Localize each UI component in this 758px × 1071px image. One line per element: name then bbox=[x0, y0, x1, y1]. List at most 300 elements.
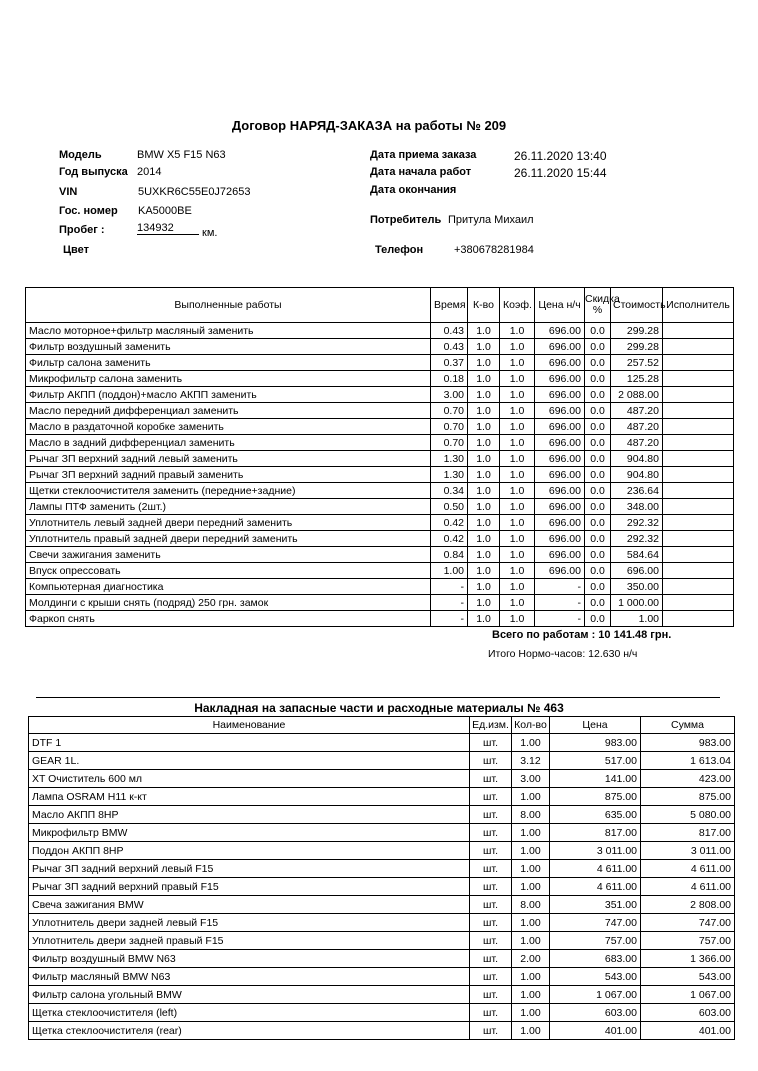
part-sum: 423.00 bbox=[641, 770, 735, 788]
document-title: Договор НАРЯД-ЗАКАЗА на работы № 209 bbox=[231, 118, 507, 133]
work-qty: 1.0 bbox=[468, 451, 500, 467]
work-price: 696.00 bbox=[535, 419, 585, 435]
work-cost: 236.64 bbox=[611, 483, 663, 499]
table-row bbox=[26, 515, 734, 531]
part-price: 603.00 bbox=[550, 1004, 641, 1022]
work-qty: 1.0 bbox=[468, 371, 500, 387]
work-name: Рычаг ЗП верхний задний левый заменить bbox=[26, 451, 431, 467]
work-price: - bbox=[535, 579, 585, 595]
work-cost: 350.00 bbox=[611, 579, 663, 595]
work-coef: 1.0 bbox=[500, 467, 535, 483]
work-time: 0.37 bbox=[431, 355, 468, 371]
work-time: 0.84 bbox=[431, 547, 468, 563]
part-price: 4 611.00 bbox=[550, 860, 641, 878]
work-name: Рычаг ЗП верхний задний правый заменить bbox=[26, 467, 431, 483]
work-coef: 1.0 bbox=[500, 403, 535, 419]
table-row bbox=[26, 595, 734, 611]
part-price: 401.00 bbox=[550, 1022, 641, 1040]
part-qty: 3.00 bbox=[512, 770, 550, 788]
work-qty: 1.0 bbox=[468, 467, 500, 483]
work-discount: 0.0 bbox=[585, 483, 611, 499]
table-row bbox=[29, 788, 735, 806]
table-row bbox=[26, 451, 734, 467]
table-row bbox=[29, 770, 735, 788]
table-row bbox=[29, 824, 735, 842]
part-qty: 1.00 bbox=[512, 986, 550, 1004]
work-time: 1.00 bbox=[431, 563, 468, 579]
works-header-coef: Коэф. bbox=[500, 288, 535, 323]
works-header-discount: Скидка % bbox=[585, 288, 611, 323]
total-works: Всего по работам : 10 141.48 грн. bbox=[492, 629, 672, 641]
work-cost: 257.52 bbox=[611, 355, 663, 371]
table-row bbox=[29, 1004, 735, 1022]
work-cost: 584.64 bbox=[611, 547, 663, 563]
work-price: 696.00 bbox=[535, 499, 585, 515]
work-coef: 1.0 bbox=[500, 515, 535, 531]
plate-value: KA5000BE bbox=[138, 205, 192, 217]
work-qty: 1.0 bbox=[468, 595, 500, 611]
work-executor bbox=[663, 419, 734, 435]
table-row bbox=[29, 752, 735, 770]
table-row bbox=[29, 860, 735, 878]
part-qty: 1.00 bbox=[512, 734, 550, 752]
work-cost: 487.20 bbox=[611, 435, 663, 451]
consumer-value: Притула Михаил bbox=[448, 214, 534, 226]
part-sum: 603.00 bbox=[641, 1004, 735, 1022]
part-qty: 1.00 bbox=[512, 1004, 550, 1022]
color-label: Цвет bbox=[63, 244, 90, 256]
work-executor bbox=[663, 387, 734, 403]
work-discount: 0.0 bbox=[585, 403, 611, 419]
order-date-value: 26.11.2020 13:40 bbox=[514, 149, 607, 163]
model-value: BMW X5 F15 N63 bbox=[137, 149, 226, 161]
work-cost: 292.32 bbox=[611, 531, 663, 547]
work-executor bbox=[663, 595, 734, 611]
work-name: Масло передний дифференциал заменить bbox=[26, 403, 431, 419]
table-row bbox=[26, 547, 734, 563]
part-sum: 5 080.00 bbox=[641, 806, 735, 824]
work-discount: 0.0 bbox=[585, 499, 611, 515]
table-row bbox=[29, 1022, 735, 1040]
table-row bbox=[26, 611, 734, 627]
part-sum: 875.00 bbox=[641, 788, 735, 806]
work-coef: 1.0 bbox=[500, 611, 535, 627]
part-unit: шт. bbox=[470, 1022, 512, 1040]
work-name: Щетки стеклоочистителя заменить (передние+задние) bbox=[26, 483, 431, 499]
year-label: Год выпуска bbox=[59, 166, 128, 178]
part-qty: 8.00 bbox=[512, 896, 550, 914]
work-time: - bbox=[431, 611, 468, 627]
part-price: 635.00 bbox=[550, 806, 641, 824]
work-time: 0.70 bbox=[431, 403, 468, 419]
work-name: Масло в раздаточной коробке заменить bbox=[26, 419, 431, 435]
work-discount: 0.0 bbox=[585, 419, 611, 435]
work-qty: 1.0 bbox=[468, 339, 500, 355]
section-divider bbox=[36, 697, 720, 698]
part-name: Фильтр масляный BMW N63 bbox=[29, 968, 470, 986]
table-row bbox=[26, 371, 734, 387]
table-row bbox=[26, 531, 734, 547]
work-coef: 1.0 bbox=[500, 435, 535, 451]
work-qty: 1.0 bbox=[468, 323, 500, 339]
work-coef: 1.0 bbox=[500, 419, 535, 435]
year-value: 2014 bbox=[137, 166, 162, 178]
part-name: Лампа OSRAM H11 к-кт bbox=[29, 788, 470, 806]
work-executor bbox=[663, 371, 734, 387]
work-qty: 1.0 bbox=[468, 387, 500, 403]
table-row bbox=[29, 914, 735, 932]
work-executor bbox=[663, 547, 734, 563]
work-price: 696.00 bbox=[535, 483, 585, 499]
work-cost: 904.80 bbox=[611, 467, 663, 483]
work-time: 0.43 bbox=[431, 323, 468, 339]
part-qty: 1.00 bbox=[512, 1022, 550, 1040]
part-unit: шт. bbox=[470, 968, 512, 986]
work-executor bbox=[663, 531, 734, 547]
parts-table bbox=[28, 716, 735, 1040]
work-qty: 1.0 bbox=[468, 563, 500, 579]
part-qty: 1.00 bbox=[512, 968, 550, 986]
table-row bbox=[26, 355, 734, 371]
table-row bbox=[26, 339, 734, 355]
table-row bbox=[29, 842, 735, 860]
model-label: Модель bbox=[59, 149, 102, 161]
work-price: 696.00 bbox=[535, 451, 585, 467]
table-row bbox=[26, 563, 734, 579]
part-unit: шт. bbox=[470, 752, 512, 770]
table-row bbox=[29, 932, 735, 950]
work-cost: 299.28 bbox=[611, 339, 663, 355]
work-discount: 0.0 bbox=[585, 339, 611, 355]
work-coef: 1.0 bbox=[500, 355, 535, 371]
work-name: Фильтр воздушный заменить bbox=[26, 339, 431, 355]
part-sum: 2 808.00 bbox=[641, 896, 735, 914]
table-row bbox=[29, 968, 735, 986]
work-executor bbox=[663, 451, 734, 467]
part-unit: шт. bbox=[470, 824, 512, 842]
part-price: 3 011.00 bbox=[550, 842, 641, 860]
work-discount: 0.0 bbox=[585, 451, 611, 467]
part-name: XT Очиститель 600 мл bbox=[29, 770, 470, 788]
work-discount: 0.0 bbox=[585, 563, 611, 579]
parts-header-unit: Ед.изм. bbox=[470, 717, 512, 734]
work-discount: 0.0 bbox=[585, 611, 611, 627]
part-price: 683.00 bbox=[550, 950, 641, 968]
works-header-qty: К-во bbox=[468, 288, 500, 323]
work-price: 696.00 bbox=[535, 323, 585, 339]
part-sum: 1 613.04 bbox=[641, 752, 735, 770]
parts-header-name: Наименование bbox=[29, 717, 470, 734]
phone-value: +380678281984 bbox=[454, 244, 534, 256]
work-executor bbox=[663, 403, 734, 419]
work-name: Лампы ПТФ заменить (2шт.) bbox=[26, 499, 431, 515]
work-discount: 0.0 bbox=[585, 355, 611, 371]
mileage-value: 134932 bbox=[137, 222, 199, 235]
table-row bbox=[26, 403, 734, 419]
work-qty: 1.0 bbox=[468, 403, 500, 419]
part-name: GEAR 1L. bbox=[29, 752, 470, 770]
work-qty: 1.0 bbox=[468, 547, 500, 563]
work-time: 0.18 bbox=[431, 371, 468, 387]
part-name: Свеча зажигания BMW bbox=[29, 896, 470, 914]
work-executor bbox=[663, 579, 734, 595]
work-coef: 1.0 bbox=[500, 547, 535, 563]
part-unit: шт. bbox=[470, 950, 512, 968]
work-time: 0.43 bbox=[431, 339, 468, 355]
mileage-label: Пробег : bbox=[59, 224, 105, 236]
part-price: 351.00 bbox=[550, 896, 641, 914]
part-sum: 983.00 bbox=[641, 734, 735, 752]
part-name: Уплотнитель двери задней правый F15 bbox=[29, 932, 470, 950]
table-row bbox=[26, 435, 734, 451]
part-unit: шт. bbox=[470, 842, 512, 860]
work-qty: 1.0 bbox=[468, 355, 500, 371]
work-coef: 1.0 bbox=[500, 579, 535, 595]
work-executor bbox=[663, 499, 734, 515]
work-discount: 0.0 bbox=[585, 595, 611, 611]
part-price: 875.00 bbox=[550, 788, 641, 806]
work-time: 1.30 bbox=[431, 467, 468, 483]
work-name: Свечи зажигания заменить bbox=[26, 547, 431, 563]
part-qty: 8.00 bbox=[512, 806, 550, 824]
work-qty: 1.0 bbox=[468, 499, 500, 515]
work-discount: 0.0 bbox=[585, 531, 611, 547]
part-unit: шт. bbox=[470, 770, 512, 788]
work-price: - bbox=[535, 595, 585, 611]
part-name: Поддон АКПП 8HP bbox=[29, 842, 470, 860]
part-unit: шт. bbox=[470, 878, 512, 896]
work-cost: 487.20 bbox=[611, 419, 663, 435]
work-price: 696.00 bbox=[535, 339, 585, 355]
work-cost: 696.00 bbox=[611, 563, 663, 579]
work-discount: 0.0 bbox=[585, 387, 611, 403]
work-price: - bbox=[535, 611, 585, 627]
work-executor bbox=[663, 563, 734, 579]
work-time: 0.42 bbox=[431, 531, 468, 547]
work-time: - bbox=[431, 579, 468, 595]
start-date-label: Дата начала работ bbox=[370, 166, 472, 178]
work-name: Компьютерная диагностика bbox=[26, 579, 431, 595]
work-executor bbox=[663, 611, 734, 627]
table-row bbox=[29, 986, 735, 1004]
work-qty: 1.0 bbox=[468, 483, 500, 499]
parts-header-price: Цена bbox=[550, 717, 641, 734]
work-cost: 2 088.00 bbox=[611, 387, 663, 403]
work-time: 0.50 bbox=[431, 499, 468, 515]
work-price: 696.00 bbox=[535, 515, 585, 531]
part-sum: 747.00 bbox=[641, 914, 735, 932]
part-name: Щетка стеклоочистителя (left) bbox=[29, 1004, 470, 1022]
work-coef: 1.0 bbox=[500, 339, 535, 355]
part-unit: шт. bbox=[470, 932, 512, 950]
work-name: Фаркоп снять bbox=[26, 611, 431, 627]
work-qty: 1.0 bbox=[468, 611, 500, 627]
work-qty: 1.0 bbox=[468, 579, 500, 595]
part-price: 543.00 bbox=[550, 968, 641, 986]
work-qty: 1.0 bbox=[468, 419, 500, 435]
part-sum: 4 611.00 bbox=[641, 878, 735, 896]
part-sum: 757.00 bbox=[641, 932, 735, 950]
work-price: 696.00 bbox=[535, 467, 585, 483]
table-row bbox=[26, 483, 734, 499]
work-discount: 0.0 bbox=[585, 547, 611, 563]
part-name: Масло АКПП 8HP bbox=[29, 806, 470, 824]
parts-header-row bbox=[29, 717, 735, 734]
table-row bbox=[26, 579, 734, 595]
work-name: Масло в задний дифференциал заменить bbox=[26, 435, 431, 451]
part-name: Уплотнитель двери задней левый F15 bbox=[29, 914, 470, 932]
part-name: Фильтр салона угольный BMW bbox=[29, 986, 470, 1004]
work-executor bbox=[663, 435, 734, 451]
work-cost: 904.80 bbox=[611, 451, 663, 467]
part-qty: 3.12 bbox=[512, 752, 550, 770]
parts-title: Накладная на запасные части и расходные материалы № 463 bbox=[194, 701, 564, 715]
part-unit: шт. bbox=[470, 734, 512, 752]
part-unit: шт. bbox=[470, 1004, 512, 1022]
works-header-executor: Исполнитель bbox=[663, 288, 734, 323]
work-time: 0.70 bbox=[431, 419, 468, 435]
work-discount: 0.0 bbox=[585, 515, 611, 531]
part-name: Микрофильтр BMW bbox=[29, 824, 470, 842]
part-unit: шт. bbox=[470, 986, 512, 1004]
order-date-label: Дата приема заказа bbox=[370, 149, 477, 161]
work-price: 696.00 bbox=[535, 547, 585, 563]
work-time: 1.30 bbox=[431, 451, 468, 467]
work-name: Впуск опрессовать bbox=[26, 563, 431, 579]
work-name: Уплотнитель левый задней двери передний заменить bbox=[26, 515, 431, 531]
works-header-row bbox=[26, 288, 734, 323]
part-unit: шт. bbox=[470, 788, 512, 806]
work-executor bbox=[663, 339, 734, 355]
part-qty: 1.00 bbox=[512, 878, 550, 896]
work-executor bbox=[663, 355, 734, 371]
work-cost: 1.00 bbox=[611, 611, 663, 627]
work-price: 696.00 bbox=[535, 435, 585, 451]
work-coef: 1.0 bbox=[500, 499, 535, 515]
part-name: Рычаг ЗП задний верхний левый F15 bbox=[29, 860, 470, 878]
part-sum: 401.00 bbox=[641, 1022, 735, 1040]
table-row bbox=[26, 467, 734, 483]
work-name: Молдинги с крыши снять (подряд) 250 грн. замок bbox=[26, 595, 431, 611]
work-executor bbox=[663, 467, 734, 483]
work-coef: 1.0 bbox=[500, 531, 535, 547]
work-coef: 1.0 bbox=[500, 563, 535, 579]
works-header-cost: Стоимость bbox=[611, 288, 663, 323]
part-price: 757.00 bbox=[550, 932, 641, 950]
part-price: 1 067.00 bbox=[550, 986, 641, 1004]
vin-value: 5UXKR6C55E0J72653 bbox=[138, 186, 251, 198]
table-row bbox=[29, 878, 735, 896]
work-qty: 1.0 bbox=[468, 531, 500, 547]
part-name: Щетка стеклоочистителя (rear) bbox=[29, 1022, 470, 1040]
work-time: 3.00 bbox=[431, 387, 468, 403]
work-price: 696.00 bbox=[535, 403, 585, 419]
part-price: 817.00 bbox=[550, 824, 641, 842]
work-name: Микрофильтр салона заменить bbox=[26, 371, 431, 387]
work-qty: 1.0 bbox=[468, 435, 500, 451]
work-cost: 487.20 bbox=[611, 403, 663, 419]
work-coef: 1.0 bbox=[500, 483, 535, 499]
part-qty: 1.00 bbox=[512, 824, 550, 842]
work-time: 0.34 bbox=[431, 483, 468, 499]
work-price: 696.00 bbox=[535, 531, 585, 547]
part-unit: шт. bbox=[470, 914, 512, 932]
work-price: 696.00 bbox=[535, 563, 585, 579]
part-sum: 1 366.00 bbox=[641, 950, 735, 968]
work-name: Фильтр АКПП (поддон)+масло АКПП заменить bbox=[26, 387, 431, 403]
part-name: Рычаг ЗП задний верхний правый F15 bbox=[29, 878, 470, 896]
part-unit: шт. bbox=[470, 806, 512, 824]
part-price: 517.00 bbox=[550, 752, 641, 770]
part-qty: 1.00 bbox=[512, 788, 550, 806]
part-qty: 1.00 bbox=[512, 842, 550, 860]
works-header-price: Цена н/ч bbox=[535, 288, 585, 323]
part-sum: 4 611.00 bbox=[641, 860, 735, 878]
part-qty: 1.00 bbox=[512, 932, 550, 950]
work-time: - bbox=[431, 595, 468, 611]
work-executor bbox=[663, 323, 734, 339]
work-cost: 125.28 bbox=[611, 371, 663, 387]
part-qty: 2.00 bbox=[512, 950, 550, 968]
part-sum: 817.00 bbox=[641, 824, 735, 842]
work-price: 696.00 bbox=[535, 355, 585, 371]
part-qty: 1.00 bbox=[512, 914, 550, 932]
part-price: 4 611.00 bbox=[550, 878, 641, 896]
work-qty: 1.0 bbox=[468, 515, 500, 531]
work-discount: 0.0 bbox=[585, 467, 611, 483]
table-row bbox=[26, 499, 734, 515]
works-table bbox=[25, 287, 734, 627]
work-coef: 1.0 bbox=[500, 451, 535, 467]
work-discount: 0.0 bbox=[585, 435, 611, 451]
part-price: 747.00 bbox=[550, 914, 641, 932]
work-cost: 292.32 bbox=[611, 515, 663, 531]
work-coef: 1.0 bbox=[500, 595, 535, 611]
table-row bbox=[29, 896, 735, 914]
work-cost: 348.00 bbox=[611, 499, 663, 515]
table-row bbox=[29, 950, 735, 968]
work-cost: 299.28 bbox=[611, 323, 663, 339]
work-name: Фильтр салона заменить bbox=[26, 355, 431, 371]
work-coef: 1.0 bbox=[500, 323, 535, 339]
works-header-name: Выполненные работы bbox=[26, 288, 431, 323]
table-row bbox=[26, 419, 734, 435]
parts-header-sum: Сумма bbox=[641, 717, 735, 734]
work-name: Уплотнитель правый задней двери передний заменить bbox=[26, 531, 431, 547]
total-hours: Итого Нормо-часов: 12.630 н/ч bbox=[488, 648, 638, 660]
work-time: 0.42 bbox=[431, 515, 468, 531]
mileage-unit: км. bbox=[202, 227, 218, 239]
work-coef: 1.0 bbox=[500, 371, 535, 387]
part-sum: 543.00 bbox=[641, 968, 735, 986]
work-discount: 0.0 bbox=[585, 323, 611, 339]
part-unit: шт. bbox=[470, 896, 512, 914]
part-qty: 1.00 bbox=[512, 860, 550, 878]
part-price: 141.00 bbox=[550, 770, 641, 788]
table-row bbox=[26, 323, 734, 339]
work-coef: 1.0 bbox=[500, 387, 535, 403]
table-row bbox=[29, 806, 735, 824]
work-cost: 1 000.00 bbox=[611, 595, 663, 611]
table-row bbox=[29, 734, 735, 752]
phone-label: Телефон bbox=[375, 244, 424, 256]
consumer-label: Потребитель bbox=[370, 214, 442, 226]
work-discount: 0.0 bbox=[585, 579, 611, 595]
work-executor bbox=[663, 515, 734, 531]
end-date-label: Дата окончания bbox=[370, 184, 457, 196]
vin-label: VIN bbox=[59, 186, 78, 198]
work-executor bbox=[663, 483, 734, 499]
